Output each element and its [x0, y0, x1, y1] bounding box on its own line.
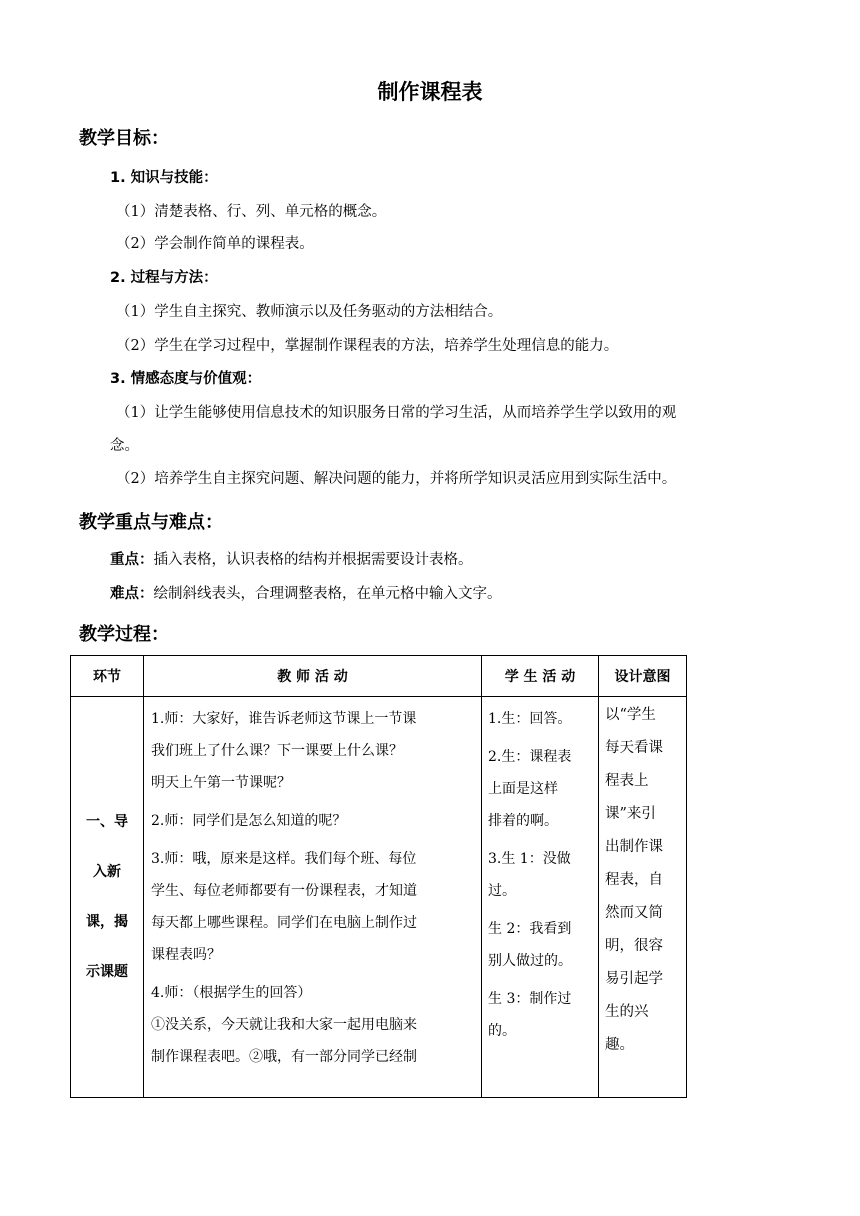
- objective-line: （2）培养学生自主探究问题、解决问题的能力，并将所学知识灵活应用到实际生活中。: [116, 471, 677, 487]
- objective-line: （2）学会制作简单的课程表。: [116, 236, 314, 252]
- difficulty-text: 绘制斜线表头，合理调整表格，在单元格中输入文字。: [153, 586, 502, 602]
- section-heading-values: 3. 情感态度与价值观：: [110, 371, 262, 387]
- focus-label: 重点：: [110, 552, 154, 568]
- objective-line: 念。: [110, 438, 139, 454]
- design-line: 程表，自: [605, 872, 663, 888]
- design-line: 趣。: [605, 1037, 634, 1053]
- teacher-line: 课程表吗？: [151, 947, 221, 963]
- table-row: [71, 697, 687, 1098]
- student-line: 生 2：我看到: [488, 921, 572, 937]
- student-line: 排着的啊。: [488, 813, 558, 829]
- focus-text: 插入表格，认识表格的结构并根据需要设计表格。: [153, 552, 473, 568]
- page-title: 制作课程表: [377, 80, 483, 104]
- design-line: 生的兴: [605, 1004, 649, 1020]
- design-line: 程表上: [605, 773, 649, 789]
- student-line: 生 3：制作过: [488, 991, 572, 1007]
- teacher-line: 我们班上了什么课？下一课要上什么课？: [151, 743, 403, 759]
- objective-line: （1）学生自主探究、教师演示以及任务驱动的方法相结合。: [116, 304, 503, 320]
- design-line: 以“学生: [605, 707, 656, 723]
- column-header-design: 设计意图: [599, 656, 687, 697]
- student-activity-cell: [482, 697, 599, 1098]
- column-header-teacher: 教 师 活 动: [144, 656, 482, 697]
- table-header-row: [71, 656, 687, 697]
- focus-line: [110, 548, 473, 569]
- design-line: 明，很容: [605, 938, 663, 954]
- teacher-line: 2.师：同学们是怎么知道的呢？: [151, 813, 347, 829]
- student-line: 2.生：课程表: [488, 749, 572, 765]
- section-heading-knowledge: 1. 知识与技能：: [110, 170, 218, 186]
- process-table: [70, 655, 687, 1098]
- difficulty-label: 难点：: [110, 586, 154, 602]
- student-line: 上面是这样: [488, 781, 558, 797]
- teacher-line: 1.师：大家好，谁告诉老师这节课上一节课: [151, 711, 417, 727]
- objective-line: （1）让学生能够使用信息技术的知识服务日常的学习生活，从而培养学生学以致用的观: [116, 405, 677, 421]
- column-header-stage: 环节: [71, 656, 144, 697]
- design-line: 出制作课: [605, 839, 663, 855]
- student-line: 的。: [488, 1023, 516, 1039]
- student-line: 过。: [488, 883, 516, 899]
- teacher-line: 每天都上哪些课程。同学们在电脑上制作过: [151, 915, 417, 931]
- stage-line: 入新: [93, 864, 121, 880]
- teacher-line: ①没关系，今天就让我和大家一起用电脑来: [151, 1017, 417, 1033]
- objectives-heading: 教学目标：: [79, 128, 169, 149]
- teacher-activity-cell: [144, 697, 482, 1098]
- process-heading: 教学过程：: [79, 624, 169, 645]
- student-line: 1.生：回答。: [488, 711, 572, 727]
- difficulty-line: [110, 582, 502, 603]
- section-heading-process: 2. 过程与方法：: [110, 270, 218, 286]
- design-intent-cell: [599, 697, 687, 1098]
- teacher-line: 制作课程表吧。②哦，有一部分同学已经制: [151, 1049, 417, 1065]
- teacher-line: 学生、每位老师都要有一份课程表，才知道: [151, 883, 417, 899]
- design-line: 每天看课: [605, 740, 663, 756]
- teacher-line: 明天上午第一节课呢？: [151, 775, 291, 791]
- student-line: 3.生 1：没做: [488, 851, 571, 867]
- stage-line: 示课题: [86, 964, 128, 980]
- column-header-student: 学 生 活 动: [482, 656, 599, 697]
- design-line: 易引起学: [605, 971, 663, 987]
- teacher-line: 4.师：（根据学生的回答）: [151, 985, 312, 1001]
- stage-line: 课，揭: [86, 914, 128, 930]
- design-line: 课”来引: [605, 806, 656, 822]
- stage-line: 一、导: [86, 814, 128, 830]
- objective-line: （1）清楚表格、行、列、单元格的概念。: [116, 204, 387, 220]
- student-line: 别人做过的。: [488, 953, 572, 969]
- design-line: 然而又简: [605, 905, 663, 921]
- teacher-line: 3.师：哦，原来是这样。我们每个班、每位: [151, 851, 417, 867]
- key-points-heading: 教学重点与难点：: [79, 512, 223, 533]
- objective-line: （2）学生在学习过程中，掌握制作课程表的方法，培养学生处理信息的能力。: [116, 338, 619, 354]
- stage-cell: [71, 697, 144, 1098]
